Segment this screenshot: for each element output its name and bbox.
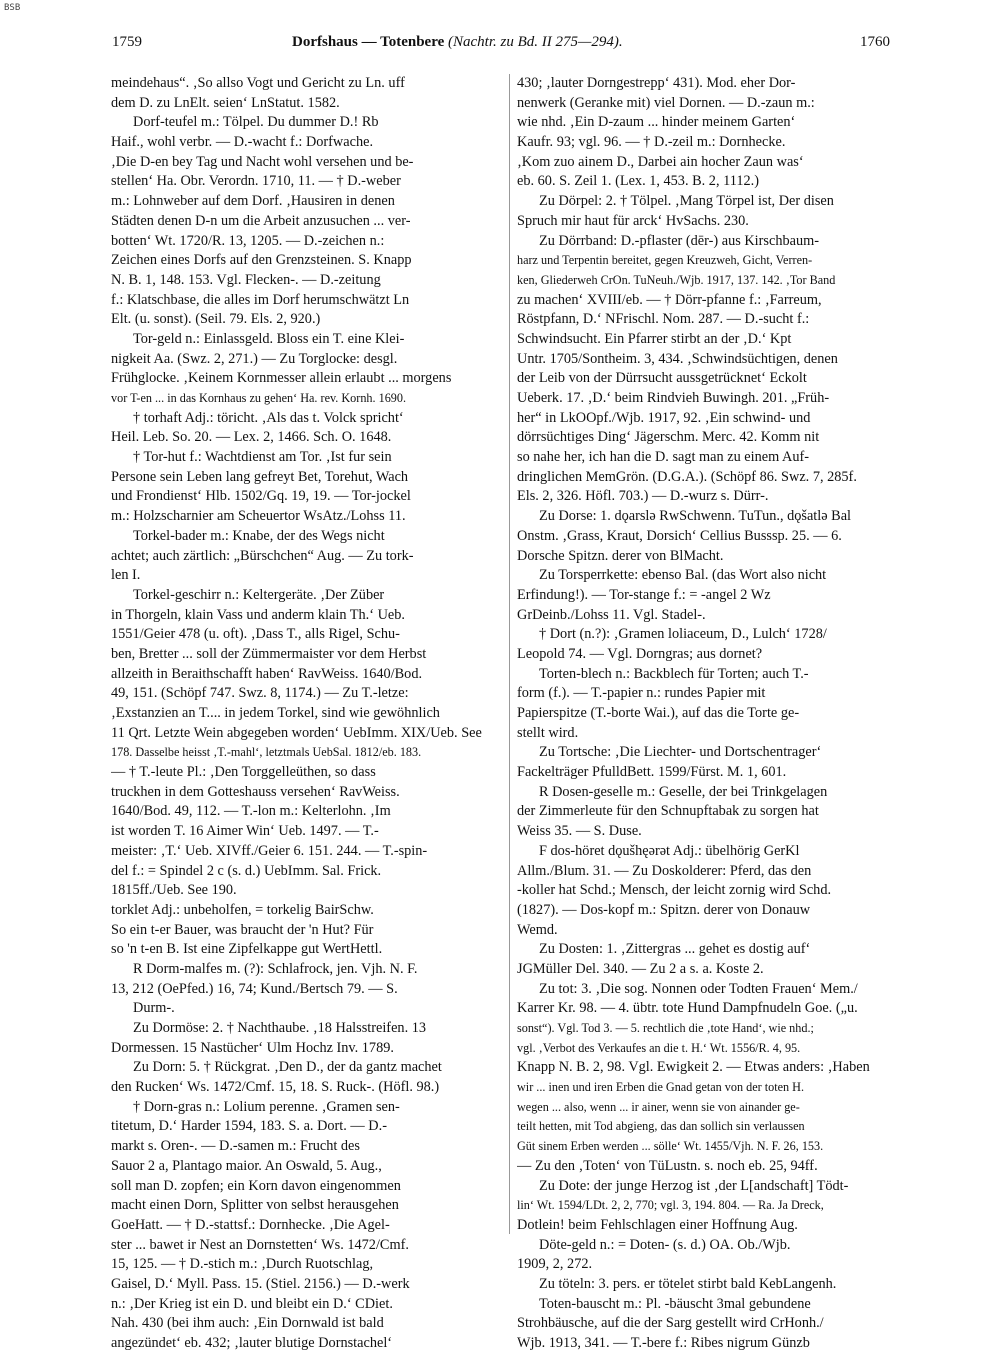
text-line: Dorf-teufel m.: Tölpel. Du dummer D.! Rb [133,114,379,131]
text-line: markt s. Oren-. — D.-samen m.: Frucht des [111,1138,360,1155]
text-line: — Zu den ‚Toten‘ von TüLustn. s. noch eb. 25, 94ff. [517,1157,818,1174]
text-line: len I. [111,567,141,584]
text-line: sonst“). Vgl. Tod 3. — 5. rechtlich die ‚tote Hand‘, wie nhd.; [517,1021,814,1035]
text-line: Dorsche Spitzn. derer von BlMacht. [517,547,724,564]
text-line: zu machen‘ XVIII/eb. — † Dörr-pfanne f.: ‚Farreum, [517,291,822,308]
text-line: Knapp N. B. 2, 98. Vgl. Ewigkeit 2. — Etwas anders: ‚Haben [517,1059,870,1076]
text-line: form (f.). — T.-papier n.: rundes Papier mit [517,685,766,702]
text-line: ‚Exstanzien an T.... in jedem Torkel, sind wie gewöhnlich [111,705,440,721]
text-line: Karrer Kr. 98. — 4. übtr. tote Hund Dampfnudeln Goe. („u. [517,1000,858,1017]
text-line: — † T.-leute Pl.: ‚Den Torggelleüthen, so dass [111,764,376,781]
text-line: 430; ‚lauter Dorngestrepp‘ 431). Mod. eher Dor- [517,75,796,91]
text-line: Haif., wohl verbr. — D.-wacht f.: Dorfwache. [111,134,374,151]
running-header [112,34,890,56]
text-line: Onstm. ‚Grass, Kraut, Dorsich‘ Cellius Busssp. 25. — 6. [517,527,842,544]
text-line: Allm./Blum. 31. — Zu Doskolderer: Pferd, das den [517,862,812,879]
column-divider [509,74,510,1234]
text-line: lin‘ Wt. 1594/LDt. 2, 2, 770; vgl. 3, 194. 804. — Ra. Ja Dreck, [517,1198,824,1213]
text-line: nigkeit Aa. (Swz. 2, 271.) — Zu Torglocke: desgl. [111,350,398,367]
text-line: R Dorm-malfes m. (?): Schlafrock, jen. Vjh. N. F. [133,960,418,977]
text-line: teilt hetten, mit Tod abgieng, das dan sollich sin verlaussen [517,1119,805,1134]
text-line: Fackelträger PfulldBett. 1599/Fürst. M. 1, 601. [517,764,787,781]
text-line: angezündet‘ eb. 432; ‚lauter blutige Dornstachel‘ [111,1335,393,1351]
text-line: Güt sinem Erben werden ... sölle‘ Wt. 1455/Vjh. N. F. 26, 153. [517,1139,824,1154]
text-line: Elt. (u. sonst). (Seil. 79. Els. 2, 920.) [111,311,321,328]
text-line: 15, 125. — † D.-stich m.: ‚Durch Ruotschlag, [111,1256,374,1273]
text-line: Els. 2, 326. Höfl. 703.) — D.-wurz s. Dürr-. [517,488,769,505]
text-line: Zu Dorse: 1. dǫarslə RwSchwenn. TuTun., dǫšatlə Bal [539,508,852,525]
text-line: Gaisel, D.‘ Myll. Pass. 15. (Stiel. 2156.) — D.-werk [111,1275,410,1292]
text-line: † Dorn-gras n.: Lolium perenne. ‚Gramen sen- [133,1098,400,1115]
text-line: -koller hat Schd.; Mensch, der leicht zornig wird Schd. [517,882,832,899]
text-line: 13, 212 (OePfed.) 16, 74; Kund./Bertsch 79. — S. [111,980,398,997]
text-line: Röstpfann, D.‘ NFrischl. Nom. 287. — D.-sucht f.: [517,311,810,328]
text-line: her“ in LkOOpf./Wjb. 1917, 92. ‚Ein schwind- und [517,409,811,426]
text-line: ken, Gliederweh CrOn. TuNeuh./Wjb. 1917, 137. 142. ‚Tor Band [517,272,836,287]
text-line: R Dosen-geselle m.: Geselle, der bei Trinkgelagen [539,783,828,800]
text-line: Strohbäusche, auf die der Sarg gestellt wird CrHonh./ [517,1315,824,1332]
text-line: Döte-geld n.: = Doten- (s. d.) OA. Ob./Wjb. [539,1236,791,1253]
text-line: Durm-. [133,1000,175,1017]
text-line: Wjb. 1913, 341. — T.-bere f.: Ribes nigrum Günzb [517,1335,810,1351]
text-line: 1640/Bod. 49, 112. — T.-lon m.: Kelterlohn. ‚Im [111,803,391,820]
text-line: Städten denen D-n um die Arbeit anzusuchen ... ver- [111,212,411,229]
text-line: ‚Kom zuo ainem D., Darbei ain hocher Zaun was‘ [517,153,804,170]
text-line: m.: Lohnweber auf dem Dorf. ‚Hausiren in denen [111,193,395,210]
text-line: m.: Holzscharnier am Scheuertor WsAtz./Lohss 11. [111,508,406,525]
text-line: meindehaus“. ‚So allso Vogt und Gericht zu Ln. uff [111,75,405,91]
text-line: den Rucken‘ Ws. 1472/Cmf. 15, 18. S. Ruck-. (Höfl. 98.) [111,1079,440,1096]
text-line: 11 Qrt. Letzte Wein abgegeben worden‘ UebImm. XIX/Ueb. See [111,724,482,741]
text-line: soll man D. zopfen; ein Korn davon eingenommen [111,1177,401,1194]
text-line: Frühglocke. ‚Keinem Kornmesser allein erlaubt ... morgens [111,370,452,387]
text-line: del f.: = Spindel 2 c (s. d.) UebImm. Sal. Frick. [111,862,382,879]
text-line: Zu Torsperrkette: ebenso Bal. (das Wort also nicht [539,567,827,584]
text-line: Heil. Leb. So. 20. — Lex. 2, 1466. Sch. O. 1648. [111,429,392,446]
text-line: botten‘ Wt. 1720/R. 13, 1205. — D.-zeichen n.: [111,232,385,249]
text-line: 1909, 2, 272. [517,1256,593,1273]
text-line: nenwerk (Geranke mit) viel Dornen. — D.-zaun m.: [517,94,815,111]
text-line: † torhaft Adj.: töricht. ‚Als das t. Volck spricht‘ [133,409,404,426]
text-line: wie nhd. ‚Ein D-zaum ... hinder meinem Garten‘ [517,114,796,131]
text-line: so nahe her, ich han die D. sagt man zu einem Auf- [517,449,810,466]
text-line: Zu Dörrband: D.-pflaster (dēr-) aus Kirschbaum- [539,232,819,249]
text-line: N. B. 1, 148. 153. Vgl. Flecken-. — D.-zeitung [111,271,381,288]
text-line: Wemd. [517,921,558,938]
text-line: wir ... inen und iren Erben die Gnad getan von der toten H. [517,1080,805,1095]
text-line: Weiss 35. — S. Duse. [517,823,642,840]
text-line: Leopold 74. — Vgl. Dorngras; aus dornet? [517,645,763,662]
text-line: f.: Klatschbase, die alles im Dorf herumschwätzt Ln [111,291,410,308]
text-line: n.: ‚Der Krieg ist ein D. und bleibt ein D.‘ CDiet. [111,1295,393,1312]
text-line: dörrsüchtiges Ding‘ Jägerschm. Merc. 42. Komm nit [517,429,820,446]
header-title-main: Dorfshaus — Totenbere [292,34,445,50]
text-line: Papierspitze (T.-borte Wai.), auf das die Torte ge- [517,705,800,721]
header-title [292,34,623,51]
text-line: Tor-geld n.: Einlassgeld. Bloss ein T. eine Klei- [133,330,405,347]
text-line: torklet Adj.: unbeholfen, = torkelig BairSchw. [111,901,374,918]
text-line: Spruch mir haut für arck‘ HvSachs. 230. [517,212,749,229]
text-line: so 'n t-en B. Ist eine Zipfelkappe gut WertHettl. [111,941,383,958]
text-line: wegen ... also, wenn ... ir ainer, wenn sie von ainander ge- [517,1099,800,1114]
text-line: GoeHatt. — † D.-stattsf.: Dornhecke. ‚Die Agel- [111,1216,390,1233]
text-line: Dotlein! beim Fehlschlagen einer Hoffnung Aug. [517,1216,798,1233]
text-line: 1815ff./Ueb. See 190. [111,882,237,899]
text-line: Zu tot: 3. ‚Die sog. Nonnen oder Todten Frauen‘ Mem./ [539,980,858,997]
text-line: Ueberk. 17. ‚D.‘ beim Rindvieh Buwingh. 201. „Früh- [517,390,830,406]
text-line: dem D. zu LnElt. seien‘ LnStatut. 1582. [111,94,340,111]
text-line: F dos-höret dǫušhęǝrǝt Adj.: übelhörig GerKl [539,842,800,859]
text-line: Zu Dorn: 5. † Rückgrat. ‚Den D., der da gantz machet [133,1059,442,1076]
text-line: und Frondienst‘ Hlb. 1502/Gq. 19, 19. — Tor-jockel [111,488,411,505]
text-line: Torten-blech n.: Backblech für Torten; auch T.- [539,665,809,682]
text-line: eb. 60. S. Zeil 1. (Lex. 1, 453. B. 2, 1112.) [517,173,759,190]
text-line: Zu Tortsche: ‚Die Liechter- und Dortschentrager‘ [539,744,822,761]
text-line: Kaufr. 93; vgl. 96. — † D.-zeil m.: Dornhecke. [517,134,786,151]
text-line: † Dort (n.?): ‚Gramen loliaceum, D., Lulch‘ 1728/ [539,626,827,643]
text-line: vgl. ‚Verbot des Verkaufes an die t. H.‘ Wt. 1556/R. 4, 95. [517,1040,801,1055]
text-line: Zu Dote: der junge Herzog ist ‚der L[andschaft] Tödt- [539,1177,849,1194]
text-line: ben, Bretter ... soll der Zümmermaister vor dem Herbst [111,645,427,662]
text-line: Zu Dormöse: 2. † Nachthaube. ‚18 Halsstreifen. 13 [133,1020,427,1036]
text-line: achtet; auch zärtlich: „Bürschchen“ Aug. — Zu tork- [111,547,414,564]
text-line: der Leib von der Dürrsucht aussgetrücknet‘ Eckolt [517,370,807,387]
text-line: 178. Dasselbe heisst ‚T.-mahl‘, letztmals UebSal. 1812/eb. 183. [111,745,422,760]
text-line: ‚Die D-en bey Tag und Nacht wohl versehen und be- [111,153,414,170]
text-line: Schwindsucht. Ein Pfarrer stirbt an der ‚D.‘ Kpt [517,330,792,347]
text-line: † Tor-hut f.: Wachtdienst am Tor. ‚Ist fur sein [133,449,392,466]
text-line: stellen‘ Ha. Obr. Verordn. 1710, 11. — † D.-weber [111,173,401,190]
text-line: So ein t-er Bauer, was braucht der 'n Hut? Für [111,921,374,938]
text-line: Torkel-geschirr n.: Keltergeräte. ‚Der Züber [133,586,385,603]
text-line: Zeichen eines Dorfs auf den Grenzsteinen. S. Knapp [111,252,412,269]
text-line: meister: ‚T.‘ Ueb. XIVff./Geier 6. 151. 244. — T.-spin- [111,842,428,859]
text-line: Nah. 430 (bei ihm auch: ‚Ein Dornwald ist bald [111,1315,384,1332]
text-line: truckhen in dem Gotteshauss versehen‘ RavWeiss. [111,783,400,800]
text-line: Zu töteln: 3. pers. er tötelet stirbt bald KebLangenh. [539,1275,837,1292]
text-line: Torkel-bader m.: Knabe, der des Wegs nicht [133,527,385,544]
text-line: dringlichen MemGrön. (D.G.A.). (Schöpf 86. Swz. 7, 285f. [517,468,857,485]
text-line: Erfindung!). — Tor-stange f.: = -angel 2 Wz [517,586,771,603]
text-line: 1551/Geier 478 (u. oft). ‚Dass T., alls Rigel, Schu- [111,626,400,643]
library-stamp: BSB [4,3,21,13]
text-line: Dormessen. 15 Nastücher‘ Ulm Hochz Inv. 1789. [111,1039,394,1056]
text-line: macht einen Dorn, Splitter von selbst herausgehen [111,1197,399,1214]
text-line: ster ... bawet ir Nest an Dornstetten‘ Ws. 1472/Cmf. [111,1236,409,1253]
page-number-left: 1759 [112,34,142,50]
text-line: Untr. 1705/Sontheim. 3, 434. ‚Schwindsüchtigen, denen [517,350,838,367]
text-line: stellt wird. [517,724,579,741]
text-line: der Zimmerleute für den Schnupftabak zu sorgen hat [517,803,819,820]
header-title-note: (Nachtr. zu Bd. II 275—294). [448,34,623,50]
text-line: titetum, D.‘ Harder 1594, 183. S. a. Dort. — D.- [111,1118,387,1135]
text-line: in Thorgeln, klain Vass und anderm klain Th.‘ Ueb. [111,606,405,623]
right-column [517,74,912,1354]
text-line: allzeith in Beraithschafft haben‘ RavWeiss. 1640/Bod. [111,665,423,682]
text-line: vor T-en ... in das Kornhaus zu gehen‘ Ha. rev. Kornh. 1690. [111,391,407,405]
text-line: Zu Dosten: 1. ‚Zittergras ... gehet es dostig auf‘ [539,941,811,958]
text-line: Persone sein Leben lang gefreyt Bet, Torehut, Wach [111,468,409,485]
text-line: harz und Terpentin bereitet, gegen Kreuzweh, Gicht, Verren- [517,253,813,268]
text-line: JGMüller Del. 340. — Zu 2 a s. a. Koste 2. [517,960,764,977]
page-number-right: 1760 [860,34,890,50]
text-line: Sauor 2 a, Plantago maior. An Oswald, 5. Aug., [111,1157,382,1174]
text-line: Toten-bauscht m.: Pl. -bäuscht 3mal gebundene [539,1295,811,1312]
text-line: 49, 151. (Schöpf 747. Swz. 8, 1174.) — Zu T.-letze: [111,685,409,702]
left-column [111,74,506,1354]
text-line: GrDeinb./Lohss 11. Vgl. Stadel-. [517,606,706,623]
text-line: ist worden T. 16 Aimer Win‘ Ueb. 1497. — T.- [111,823,379,840]
text-line: (1827). — Dos-kopf m.: Spitzn. derer von Donauw [517,901,811,918]
text-line: Zu Dörpel: 2. † Tölpel. ‚Mang Törpel ist, Der disen [539,193,834,210]
